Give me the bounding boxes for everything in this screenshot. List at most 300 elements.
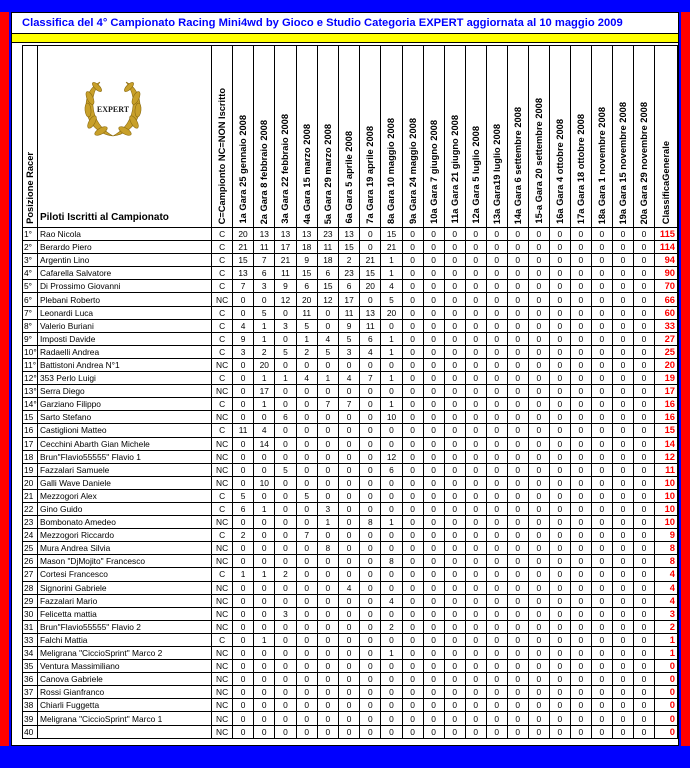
table-row <box>23 306 678 319</box>
race-score-cell: 7 <box>296 529 317 542</box>
race-score-cell: 0 <box>591 372 612 385</box>
race-score-cell: 0 <box>254 699 275 712</box>
race-score-cell: 0 <box>633 319 654 332</box>
race-score-cell: 0 <box>549 345 570 358</box>
race-score-cell: 11 <box>360 319 381 332</box>
race-score-cell: 3 <box>275 607 296 620</box>
race-score-cell: 23 <box>338 267 359 280</box>
race-score-cell: 0 <box>486 358 507 371</box>
race-score-cell: 0 <box>338 686 359 699</box>
race-score-cell: 0 <box>381 568 402 581</box>
race-score-cell: 0 <box>317 306 338 319</box>
race-score-cell: 0 <box>570 594 591 607</box>
race-score-cell: 1 <box>254 502 275 515</box>
race-score-cell: 0 <box>232 647 253 660</box>
race-score-cell: 0 <box>486 686 507 699</box>
race-score-cell: 0 <box>507 529 528 542</box>
race-score-cell: 0 <box>254 620 275 633</box>
race-score-cell: 0 <box>232 372 253 385</box>
race-score-cell: 0 <box>528 463 549 476</box>
race-score-cell: 0 <box>444 372 465 385</box>
race-score-cell: 1 <box>381 372 402 385</box>
total-score-cell: 90 <box>654 267 677 280</box>
race-score-cell: 0 <box>528 529 549 542</box>
race-score-cell: 10 <box>381 411 402 424</box>
race-score-cell: 0 <box>444 437 465 450</box>
race-score-cell: 0 <box>591 306 612 319</box>
race-score-cell: 0 <box>528 398 549 411</box>
pilot-name-cell: Brun"Flavio55555" Flavio 2 <box>37 620 211 633</box>
race-score-cell: 0 <box>465 594 486 607</box>
race-score-cell: 21 <box>232 241 253 254</box>
race-score-cell: 0 <box>507 424 528 437</box>
race-score-cell: 0 <box>633 437 654 450</box>
table-row <box>23 516 678 529</box>
race-score-cell: 0 <box>402 633 423 646</box>
race-score-cell: 0 <box>275 502 296 515</box>
race-score-cell: 0 <box>486 254 507 267</box>
race-score-cell: 0 <box>549 489 570 502</box>
race-score-cell: 0 <box>591 568 612 581</box>
race-header-7: 7a Gara 19 aprile 2008 <box>360 46 381 228</box>
race-score-cell: 0 <box>570 372 591 385</box>
race-score-cell: 0 <box>465 450 486 463</box>
total-score-cell: 4 <box>654 594 677 607</box>
race-score-cell: 0 <box>444 254 465 267</box>
race-score-cell: 0 <box>423 306 444 319</box>
race-score-cell: 0 <box>254 660 275 673</box>
race-score-cell: 0 <box>612 620 633 633</box>
race-score-cell: 0 <box>465 476 486 489</box>
race-score-cell: 8 <box>381 555 402 568</box>
race-score-cell: 0 <box>381 542 402 555</box>
race-score-cell: 0 <box>633 293 654 306</box>
race-score-cell: 0 <box>633 542 654 555</box>
position-cell: 10° <box>24 346 37 357</box>
race-score-cell: 0 <box>317 673 338 686</box>
race-score-cell: 0 <box>275 555 296 568</box>
race-score-cell: 0 <box>528 607 549 620</box>
pilot-name-cell: Leonardi Luca <box>37 306 211 319</box>
race-score-cell: 0 <box>507 686 528 699</box>
race-score-cell: 4 <box>254 424 275 437</box>
race-score-cell: 0 <box>275 686 296 699</box>
category-cell: C <box>212 254 233 267</box>
race-score-cell: 21 <box>275 254 296 267</box>
race-score-cell: 0 <box>486 332 507 345</box>
race-score-cell: 1 <box>381 332 402 345</box>
race-score-cell: 4 <box>338 372 359 385</box>
race-score-cell: 3 <box>232 345 253 358</box>
race-score-cell: 0 <box>633 686 654 699</box>
race-score-cell: 0 <box>254 411 275 424</box>
race-score-cell: 3 <box>275 319 296 332</box>
standings-table <box>22 45 678 739</box>
race-score-cell: 0 <box>633 699 654 712</box>
race-score-cell: 0 <box>254 647 275 660</box>
race-score-cell: 0 <box>633 372 654 385</box>
position-cell: 22 <box>23 502 38 515</box>
pilot-name-cell: Cecchini Abarth Gian Michele <box>37 437 211 450</box>
category-cell: NC <box>212 555 233 568</box>
table-row <box>23 699 678 712</box>
total-score-cell: 20 <box>654 358 677 371</box>
race-score-cell: 0 <box>232 463 253 476</box>
race-score-cell: 0 <box>381 424 402 437</box>
race-score-cell: 0 <box>633 712 654 725</box>
race-score-cell: 4 <box>317 332 338 345</box>
race-score-cell: 0 <box>402 502 423 515</box>
race-score-cell: 0 <box>570 660 591 673</box>
race-score-cell: 0 <box>465 529 486 542</box>
race-score-cell: 0 <box>402 358 423 371</box>
race-score-cell: 0 <box>570 228 591 241</box>
category-cell: NC <box>212 660 233 673</box>
race-score-cell: 0 <box>423 293 444 306</box>
race-score-cell: 0 <box>528 699 549 712</box>
race-score-cell: 0 <box>296 699 317 712</box>
table-row <box>23 398 678 411</box>
race-header-19: 19a Gara 15 novembre 2008 <box>612 46 633 228</box>
race-score-cell: 0 <box>528 594 549 607</box>
race-header-15: 15-a Gara 20 settembre 2008 <box>528 46 549 228</box>
race-score-cell: 0 <box>465 568 486 581</box>
position-cell: 25 <box>23 542 38 555</box>
race-score-cell: 1 <box>254 372 275 385</box>
race-score-cell: 0 <box>296 555 317 568</box>
race-score-cell: 0 <box>254 555 275 568</box>
race-score-cell: 0 <box>486 699 507 712</box>
race-score-cell: 0 <box>402 424 423 437</box>
race-header-8: 8a Gara 10 maggio 2008 <box>381 46 402 228</box>
race-score-cell: 0 <box>254 712 275 725</box>
race-score-cell: 0 <box>465 620 486 633</box>
total-score-cell: 8 <box>654 542 677 555</box>
race-score-cell: 0 <box>570 476 591 489</box>
race-score-cell: 7 <box>317 398 338 411</box>
table-row <box>23 319 678 332</box>
race-score-cell: 0 <box>338 712 359 725</box>
race-score-cell: 0 <box>360 385 381 398</box>
race-score-cell: 0 <box>591 358 612 371</box>
pilot-name-cell: Serra Diego <box>37 385 211 398</box>
race-score-cell: 0 <box>549 725 570 738</box>
race-score-cell: 0 <box>402 280 423 293</box>
race-score-cell: 0 <box>549 398 570 411</box>
race-score-cell: 0 <box>338 358 359 371</box>
race-score-cell: 3 <box>254 280 275 293</box>
race-score-cell: 0 <box>232 358 253 371</box>
race-score-cell: 0 <box>612 306 633 319</box>
race-score-cell: 0 <box>612 607 633 620</box>
race-score-cell: 0 <box>528 555 549 568</box>
race-score-cell: 0 <box>423 332 444 345</box>
category-cell: C <box>212 502 233 515</box>
race-score-cell: 0 <box>275 620 296 633</box>
race-score-cell: 0 <box>486 502 507 515</box>
race-score-cell: 1 <box>317 516 338 529</box>
race-score-cell: 0 <box>338 489 359 502</box>
race-score-cell: 0 <box>232 594 253 607</box>
race-score-cell: 0 <box>549 306 570 319</box>
race-score-cell: 20 <box>381 306 402 319</box>
race-score-cell: 0 <box>528 254 549 267</box>
race-score-cell: 0 <box>444 607 465 620</box>
category-cell: C <box>212 489 233 502</box>
race-score-cell: 0 <box>381 489 402 502</box>
category-cell: NC <box>212 581 233 594</box>
race-score-cell: 0 <box>549 424 570 437</box>
race-score-cell: 0 <box>612 463 633 476</box>
race-score-cell: 0 <box>465 398 486 411</box>
race-score-cell: 1 <box>232 568 253 581</box>
race-score-cell: 0 <box>507 254 528 267</box>
race-score-cell: 0 <box>465 228 486 241</box>
race-score-cell: 0 <box>570 620 591 633</box>
race-score-cell: 1 <box>254 332 275 345</box>
race-header-12: 12a Gara 5 luglio 2008 <box>465 46 486 228</box>
category-cell: NC <box>212 647 233 660</box>
race-score-cell: 0 <box>232 450 253 463</box>
race-score-cell: 1 <box>381 254 402 267</box>
race-score-cell: 0 <box>591 241 612 254</box>
race-score-cell: 2 <box>232 529 253 542</box>
position-cell: 21 <box>23 489 38 502</box>
race-score-cell: 0 <box>549 581 570 594</box>
race-score-cell: 0 <box>317 607 338 620</box>
race-score-cell: 0 <box>423 516 444 529</box>
race-score-cell: 0 <box>360 476 381 489</box>
total-score-cell: 0 <box>654 699 677 712</box>
race-score-cell: 0 <box>507 398 528 411</box>
table-row <box>23 633 678 646</box>
race-score-cell: 0 <box>423 241 444 254</box>
race-score-cell: 0 <box>317 647 338 660</box>
race-score-cell: 5 <box>232 489 253 502</box>
race-score-cell: 20 <box>360 280 381 293</box>
race-score-cell: 0 <box>465 647 486 660</box>
race-score-cell: 0 <box>549 673 570 686</box>
race-score-cell: 0 <box>549 241 570 254</box>
race-score-cell: 0 <box>402 476 423 489</box>
race-score-cell: 0 <box>296 502 317 515</box>
race-score-cell: 10 <box>254 476 275 489</box>
race-score-cell: 0 <box>507 699 528 712</box>
race-score-cell: 0 <box>465 332 486 345</box>
race-score-cell: 0 <box>402 581 423 594</box>
race-score-cell: 0 <box>360 450 381 463</box>
total-score-cell: 15 <box>654 424 677 437</box>
race-score-cell: 0 <box>612 568 633 581</box>
category-cell: C <box>212 372 233 385</box>
race-score-cell: 0 <box>633 424 654 437</box>
race-score-cell: 0 <box>591 673 612 686</box>
position-cell: 15 <box>23 411 38 424</box>
race-score-cell: 0 <box>549 529 570 542</box>
race-score-cell: 0 <box>591 660 612 673</box>
pilot-name-cell: Rao Nicola <box>37 228 211 241</box>
race-score-cell: 0 <box>360 411 381 424</box>
race-score-cell: 0 <box>402 241 423 254</box>
race-score-cell: 0 <box>232 712 253 725</box>
race-score-cell: 0 <box>338 476 359 489</box>
race-score-cell: 0 <box>570 280 591 293</box>
race-score-cell: 0 <box>402 686 423 699</box>
race-score-cell: 0 <box>507 450 528 463</box>
race-score-cell: 0 <box>423 686 444 699</box>
race-score-cell: 0 <box>612 673 633 686</box>
race-score-cell: 0 <box>444 489 465 502</box>
race-score-cell: 0 <box>465 660 486 673</box>
race-score-cell: 0 <box>612 502 633 515</box>
position-cell: 11° <box>24 359 37 370</box>
race-score-cell: 0 <box>360 529 381 542</box>
race-score-cell: 0 <box>633 568 654 581</box>
race-score-cell: 0 <box>486 594 507 607</box>
race-score-cell: 0 <box>444 725 465 738</box>
total-score-cell: 1 <box>654 633 677 646</box>
race-score-cell: 0 <box>570 424 591 437</box>
race-score-cell: 0 <box>465 607 486 620</box>
race-score-cell: 0 <box>528 345 549 358</box>
race-score-cell: 0 <box>402 254 423 267</box>
race-score-cell: 0 <box>423 529 444 542</box>
race-score-cell: 0 <box>570 345 591 358</box>
race-score-cell: 0 <box>633 267 654 280</box>
race-score-cell: 0 <box>275 529 296 542</box>
race-score-cell: 0 <box>381 725 402 738</box>
race-score-cell: 18 <box>296 241 317 254</box>
race-score-cell: 11 <box>338 306 359 319</box>
position-cell: 17 <box>23 437 38 450</box>
race-score-cell: 0 <box>296 725 317 738</box>
race-score-cell: 0 <box>402 725 423 738</box>
race-score-cell: 0 <box>528 332 549 345</box>
race-header-18: 18a Gara 1 novembre 2008 <box>591 46 612 228</box>
position-cell: 26 <box>23 555 38 568</box>
race-score-cell: 0 <box>402 594 423 607</box>
total-score-cell: 66 <box>654 293 677 306</box>
race-score-cell: 0 <box>591 607 612 620</box>
race-score-cell: 0 <box>338 437 359 450</box>
position-cell: 37 <box>23 686 38 699</box>
race-score-cell: 6 <box>296 280 317 293</box>
race-score-cell: 0 <box>444 568 465 581</box>
race-score-cell: 0 <box>232 542 253 555</box>
race-score-cell: 0 <box>423 647 444 660</box>
race-score-cell: 0 <box>549 594 570 607</box>
race-score-cell: 0 <box>612 542 633 555</box>
race-score-cell: 0 <box>296 673 317 686</box>
race-score-cell: 0 <box>317 411 338 424</box>
race-score-cell: 0 <box>591 502 612 515</box>
table-row <box>23 620 678 633</box>
category-cell: NC <box>212 358 233 371</box>
race-score-cell: 0 <box>338 594 359 607</box>
table-row <box>23 594 678 607</box>
position-cell: 36 <box>23 673 38 686</box>
race-score-cell: 0 <box>338 424 359 437</box>
race-score-cell: 0 <box>633 594 654 607</box>
race-score-cell: 0 <box>402 620 423 633</box>
position-cell: 13° <box>24 386 37 397</box>
race-score-cell: 0 <box>570 516 591 529</box>
yellow-divider <box>12 33 678 43</box>
race-score-cell: 0 <box>360 568 381 581</box>
race-score-cell: 0 <box>549 228 570 241</box>
race-score-cell: 0 <box>570 411 591 424</box>
race-score-cell: 0 <box>549 712 570 725</box>
race-score-cell: 0 <box>465 516 486 529</box>
table-row <box>23 529 678 542</box>
race-score-cell: 0 <box>507 647 528 660</box>
race-score-cell: 0 <box>402 319 423 332</box>
race-score-cell: 0 <box>528 660 549 673</box>
race-score-cell: 12 <box>275 293 296 306</box>
race-score-cell: 13 <box>232 267 253 280</box>
race-score-cell: 0 <box>591 489 612 502</box>
race-score-cell: 0 <box>486 633 507 646</box>
pilot-name-cell: Canova Gabriele <box>37 673 211 686</box>
pilot-name-cell: Mason "DjMojito" Francesco <box>37 555 211 568</box>
position-cell: 24 <box>23 529 38 542</box>
race-score-cell: 0 <box>528 725 549 738</box>
race-score-cell: 0 <box>633 241 654 254</box>
position-cell: 31 <box>23 620 38 633</box>
race-score-cell: 1 <box>254 568 275 581</box>
race-score-cell: 0 <box>338 699 359 712</box>
race-score-cell: 0 <box>549 516 570 529</box>
race-score-cell: 0 <box>507 542 528 555</box>
race-score-cell: 0 <box>360 607 381 620</box>
total-score-cell: 25 <box>654 345 677 358</box>
race-score-cell: 0 <box>507 306 528 319</box>
race-score-cell: 0 <box>444 502 465 515</box>
race-score-cell: 0 <box>338 411 359 424</box>
race-score-cell: 1 <box>254 633 275 646</box>
race-score-cell: 8 <box>317 542 338 555</box>
race-header-14: 14a Gara 6 settembre 2008 <box>507 46 528 228</box>
race-score-cell: 0 <box>528 241 549 254</box>
race-header-9: 9a Gara 24 maggio 2008 <box>402 46 423 228</box>
table-row <box>23 502 678 515</box>
race-score-cell: 0 <box>402 267 423 280</box>
position-cell: 30 <box>23 607 38 620</box>
pilot-name-cell: Battistoni Andrea N°1 <box>37 358 211 371</box>
position-cell: 1° <box>23 228 38 241</box>
race-score-cell: 0 <box>549 502 570 515</box>
race-score-cell: 0 <box>486 372 507 385</box>
race-score-cell: 0 <box>444 712 465 725</box>
race-score-cell: 0 <box>402 293 423 306</box>
race-score-cell: 0 <box>612 372 633 385</box>
race-score-cell: 0 <box>528 358 549 371</box>
race-score-cell: 0 <box>549 699 570 712</box>
race-score-cell: 0 <box>402 660 423 673</box>
race-score-cell: 0 <box>423 385 444 398</box>
race-score-cell: 0 <box>591 542 612 555</box>
race-score-cell: 0 <box>528 620 549 633</box>
total-score-cell: 10 <box>654 476 677 489</box>
race-score-cell: 0 <box>423 712 444 725</box>
race-score-cell: 0 <box>591 594 612 607</box>
total-score-cell: 114 <box>654 241 677 254</box>
pilot-name-cell: Berardo Piero <box>37 241 211 254</box>
race-score-cell: 0 <box>402 463 423 476</box>
race-score-cell: 0 <box>232 385 253 398</box>
race-score-cell: 0 <box>296 686 317 699</box>
race-score-cell: 6 <box>232 502 253 515</box>
